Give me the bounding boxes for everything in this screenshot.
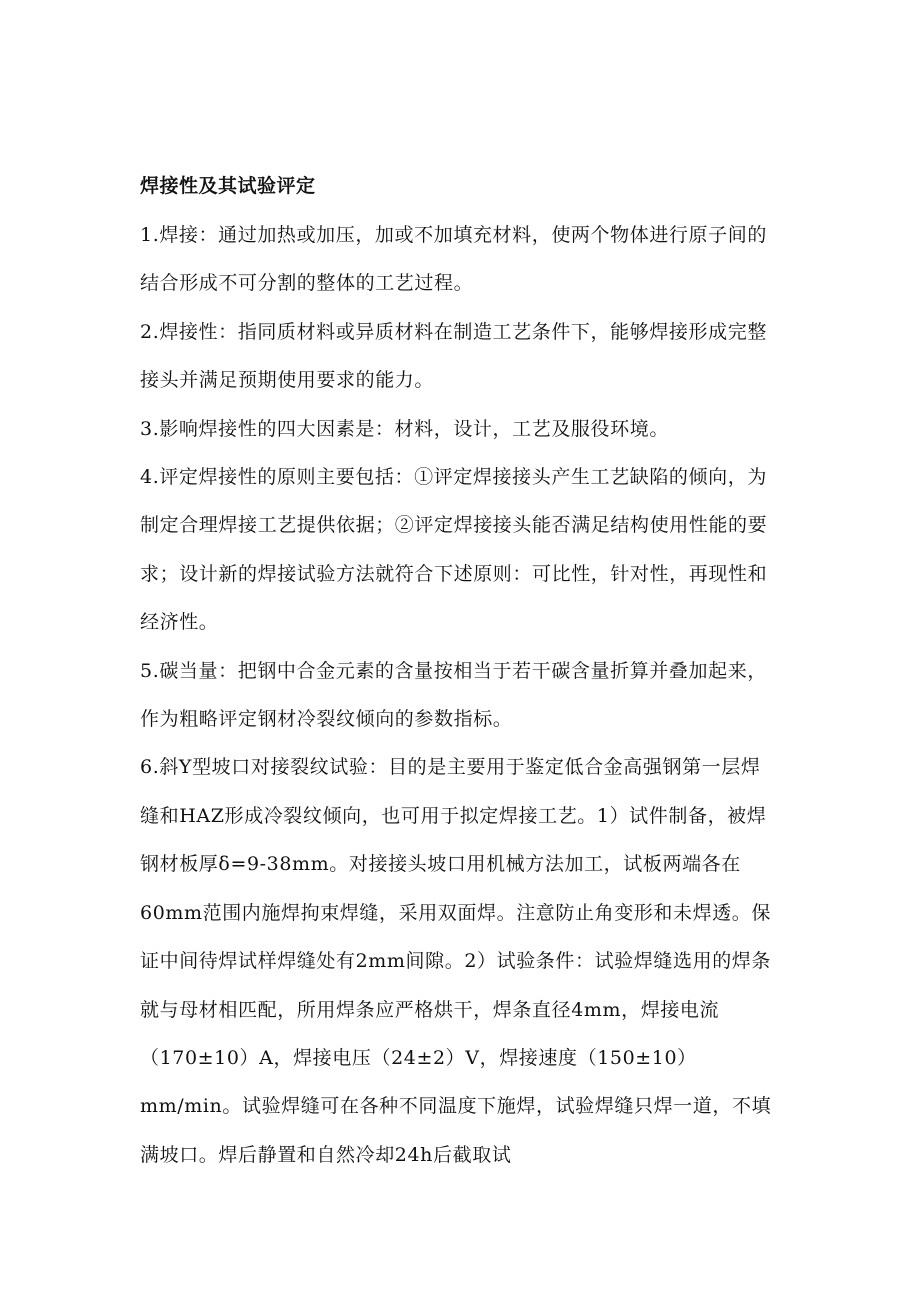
- document-page: [140, 166, 780, 1179]
- paragraph-welding-definition: 1.焊接：通过加热或加压，加或不加填充材料，使两个物体进行原子间的结合形成不可分割的整体的工艺过程。: [140, 224, 767, 295]
- paragraph-evaluation-principles: 4.评定焊接性的原则主要包括：①评定焊接接头产生工艺缺陷的倾向，为制定合理焊接工艺提供依据；②评定焊接接头能否满足结构使用性能的要求；设计新的焊接试验方法就符合下述原则：可比性，针对性，再现性和经济性。: [140, 466, 768, 634]
- document-title: 焊接性及其试验评定: [140, 175, 316, 197]
- paragraph-carbon-equivalent: 5.碳当量：把钢中合金元素的含量按相当于若干碳含量折算并叠加起来，作为粗略评定钢材冷裂纹倾向的参数指标。: [140, 659, 767, 731]
- paragraph-y-groove-test: 6.斜Y型坡口对接裂纹试验：目的是主要用于鉴定低合金高强钢第一层焊缝和HAZ形成冷裂纹倾向，也可用于拟定焊接工艺。1）试件制备，被焊钢材板厚δ=9-38mm。对接接头坡口用机械方法加工，试板两端各在60mm范围内施焊拘束焊缝，采用双面焊。注意防止角变形和未焊透。保证中间待焊试样焊缝处有2mm间隙。2）试验条件：试验焊缝选用的焊条就与母材相匹配，所用焊条应严格烘干，焊条直径4mm，焊接电流（170±10）A，焊接电压（24±2）V，焊接速度（150±10）mm/min。试验焊缝可在各种不同温度下施焊，试验焊缝只焊一道，不填满坡口。焊后静置和自然冷却24h后截取试: [140, 756, 772, 1166]
- paragraph-weldability-definition: 2.焊接性：指同质材料或异质材料在制造工艺条件下，能够焊接形成完整接头并满足预期使用要求的能力。: [140, 320, 767, 392]
- paragraph-influencing-factors: 3.影响焊接性的四大因素是：材料，设计，工艺及服役环境。: [140, 417, 669, 440]
